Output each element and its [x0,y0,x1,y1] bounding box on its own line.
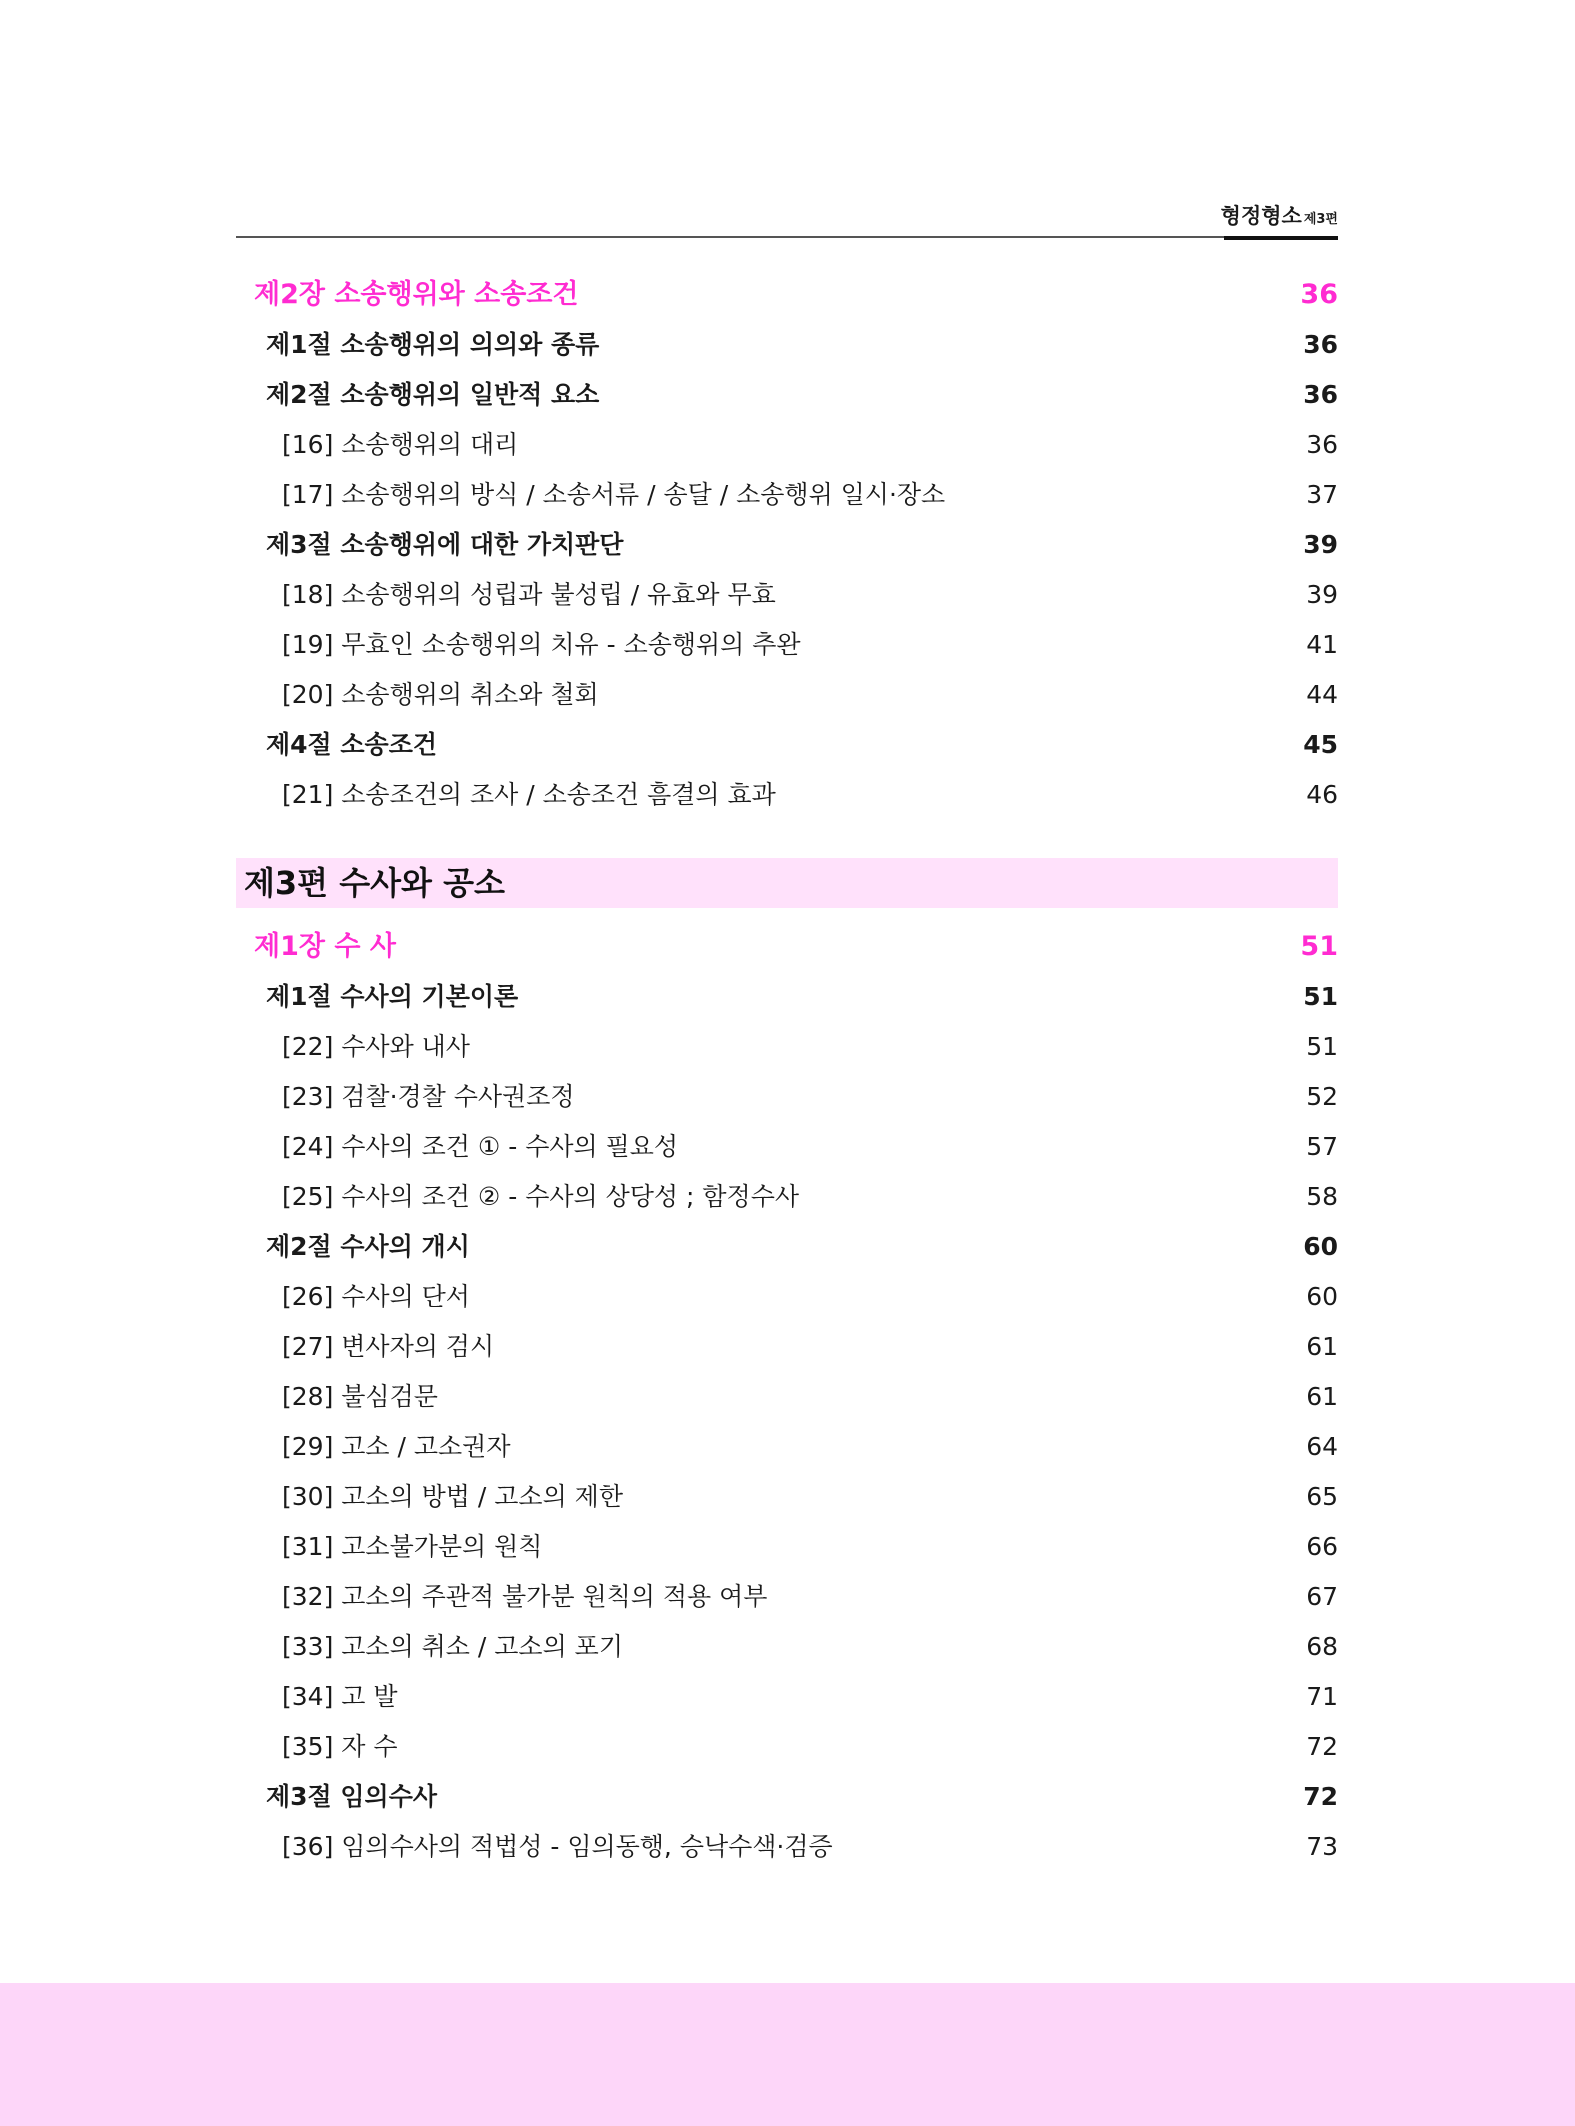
toc-chapter-row[interactable] [236,270,1338,320]
toc-chapter-label: 제1장 수 사 [254,931,396,962]
toc-item-row[interactable] [236,420,1338,470]
toc-item-row[interactable] [236,1572,1338,1622]
toc-page-number: 45 [1303,730,1338,759]
toc-item-label: [22] 수사와 내사 [282,1032,470,1061]
toc-page-number: 64 [1306,1432,1338,1461]
toc-page-number: 36 [1300,279,1338,310]
toc-item-row[interactable] [236,620,1338,670]
toc-page-number: 61 [1306,1382,1338,1411]
toc-item-row[interactable] [236,770,1338,820]
toc-item-row[interactable] [236,1122,1338,1172]
toc-section-row[interactable] [236,1772,1338,1822]
toc-chapter-row[interactable] [236,922,1338,972]
toc-item-row[interactable] [236,570,1338,620]
toc-item-label: [34] 고 발 [282,1682,398,1711]
toc-item-label: [19] 무효인 소송행위의 치유 - 소송행위의 추완 [282,630,801,659]
running-header-part: 제3편 [1303,212,1338,227]
toc-page-number: 67 [1306,1582,1338,1611]
toc-item-row[interactable] [236,1272,1338,1322]
toc-item-label: [20] 소송행위의 취소와 철회 [282,680,599,709]
toc-item-row[interactable] [236,1422,1338,1472]
toc-section-row[interactable] [236,1222,1338,1272]
toc-item-row[interactable] [236,1522,1338,1572]
toc-item-label: [17] 소송행위의 방식 / 소송서류 / 송달 / 소송행위 일시·장소 [282,480,946,509]
toc-page-number: 51 [1306,1032,1338,1061]
toc-item-label: [23] 검찰·경찰 수사권조정 [282,1082,575,1111]
toc-page-number: 57 [1306,1132,1338,1161]
toc-section-row[interactable] [236,972,1338,1022]
toc-page-number: 65 [1306,1482,1338,1511]
toc-page-number: 51 [1303,982,1338,1011]
table-of-contents [236,270,1338,1872]
toc-item-row[interactable] [236,670,1338,720]
running-header-underline [1224,236,1338,240]
toc-page-number: 46 [1306,780,1338,809]
toc-item-row[interactable] [236,1672,1338,1722]
toc-page-number: 68 [1306,1632,1338,1661]
toc-item-label: [21] 소송조건의 조사 / 소송조건 흠결의 효과 [282,780,776,809]
toc-page-number: 36 [1306,430,1338,459]
toc-section-row[interactable] [236,370,1338,420]
toc-page-number: 60 [1303,1232,1338,1261]
toc-item-label: [30] 고소의 방법 / 고소의 제한 [282,1482,623,1511]
toc-item-label: [32] 고소의 주관적 불가분 원칙의 적용 여부 [282,1582,768,1611]
toc-page-number: 37 [1306,480,1338,509]
running-header [236,196,1338,238]
toc-item-row[interactable] [236,1472,1338,1522]
toc-item-row[interactable] [236,1072,1338,1122]
toc-item-label: [18] 소송행위의 성립과 불성립 / 유효와 무효 [282,580,776,609]
toc-page-number: 73 [1306,1832,1338,1861]
toc-page-number: 51 [1300,931,1338,962]
toc-page-number: 71 [1306,1682,1338,1711]
toc-page-number: 61 [1306,1332,1338,1361]
toc-section-label: 제3절 임의수사 [266,1782,437,1811]
toc-item-label: [26] 수사의 단서 [282,1282,470,1311]
toc-section-row[interactable] [236,520,1338,570]
toc-section-row[interactable] [236,320,1338,370]
toc-section-row[interactable] [236,720,1338,770]
toc-chapter-label: 제2장 소송행위와 소송조건 [254,279,579,310]
toc-item-row[interactable] [236,470,1338,520]
footer-band [0,1983,1575,2126]
toc-page-number: 58 [1306,1182,1338,1211]
toc-page-number: 44 [1306,680,1338,709]
toc-section-label: 제2절 수사의 개시 [266,1232,470,1261]
toc-item-label: [16] 소송행위의 대리 [282,430,519,459]
toc-page-number: 39 [1303,530,1338,559]
toc-page-number: 36 [1303,380,1338,409]
toc-part-3-block [236,922,1338,1872]
toc-item-label: [36] 임의수사의 적법성 - 임의동행, 승낙수색·검증 [282,1832,833,1861]
toc-page-number: 41 [1306,630,1338,659]
toc-item-row[interactable] [236,1822,1338,1872]
part-title-band [236,858,1338,908]
toc-item-label: [25] 수사의 조건 ② - 수사의 상당성 ; 함정수사 [282,1182,799,1211]
toc-item-label: [28] 불심검문 [282,1382,438,1411]
toc-item-label: [29] 고소 / 고소권자 [282,1432,511,1461]
toc-item-label: [35] 자 수 [282,1732,398,1761]
toc-item-row[interactable] [236,1022,1338,1072]
toc-chapter-2-block [236,270,1338,820]
toc-item-row[interactable] [236,1622,1338,1672]
running-header-text [1221,200,1338,230]
toc-item-label: [33] 고소의 취소 / 고소의 포기 [282,1632,623,1661]
toc-page-number: 39 [1306,580,1338,609]
toc-item-label: [24] 수사의 조건 ① - 수사의 필요성 [282,1132,679,1161]
toc-section-label: 제3절 소송행위에 대한 가치판단 [266,530,624,559]
toc-page-number: 72 [1306,1732,1338,1761]
toc-item-row[interactable] [236,1722,1338,1772]
part-title: 제3편 수사와 공소 [244,864,505,902]
toc-item-row[interactable] [236,1372,1338,1422]
toc-section-label: 제2절 소송행위의 일반적 요소 [266,380,600,409]
toc-section-label: 제1절 수사의 기본이론 [266,982,519,1011]
toc-section-label: 제4절 소송조건 [266,730,437,759]
toc-page-number: 66 [1306,1532,1338,1561]
toc-page-number: 36 [1303,330,1338,359]
toc-section-label: 제1절 소송행위의 의의와 종류 [266,330,600,359]
toc-item-label: [27] 변사자의 검시 [282,1332,495,1361]
toc-item-row[interactable] [236,1172,1338,1222]
running-header-title: 형정형소 [1220,204,1302,228]
toc-page-number: 72 [1303,1782,1338,1811]
toc-item-row[interactable] [236,1322,1338,1372]
toc-page-number: 60 [1306,1282,1338,1311]
toc-item-label: [31] 고소불가분의 원칙 [282,1532,543,1561]
toc-page-number: 52 [1306,1082,1338,1111]
